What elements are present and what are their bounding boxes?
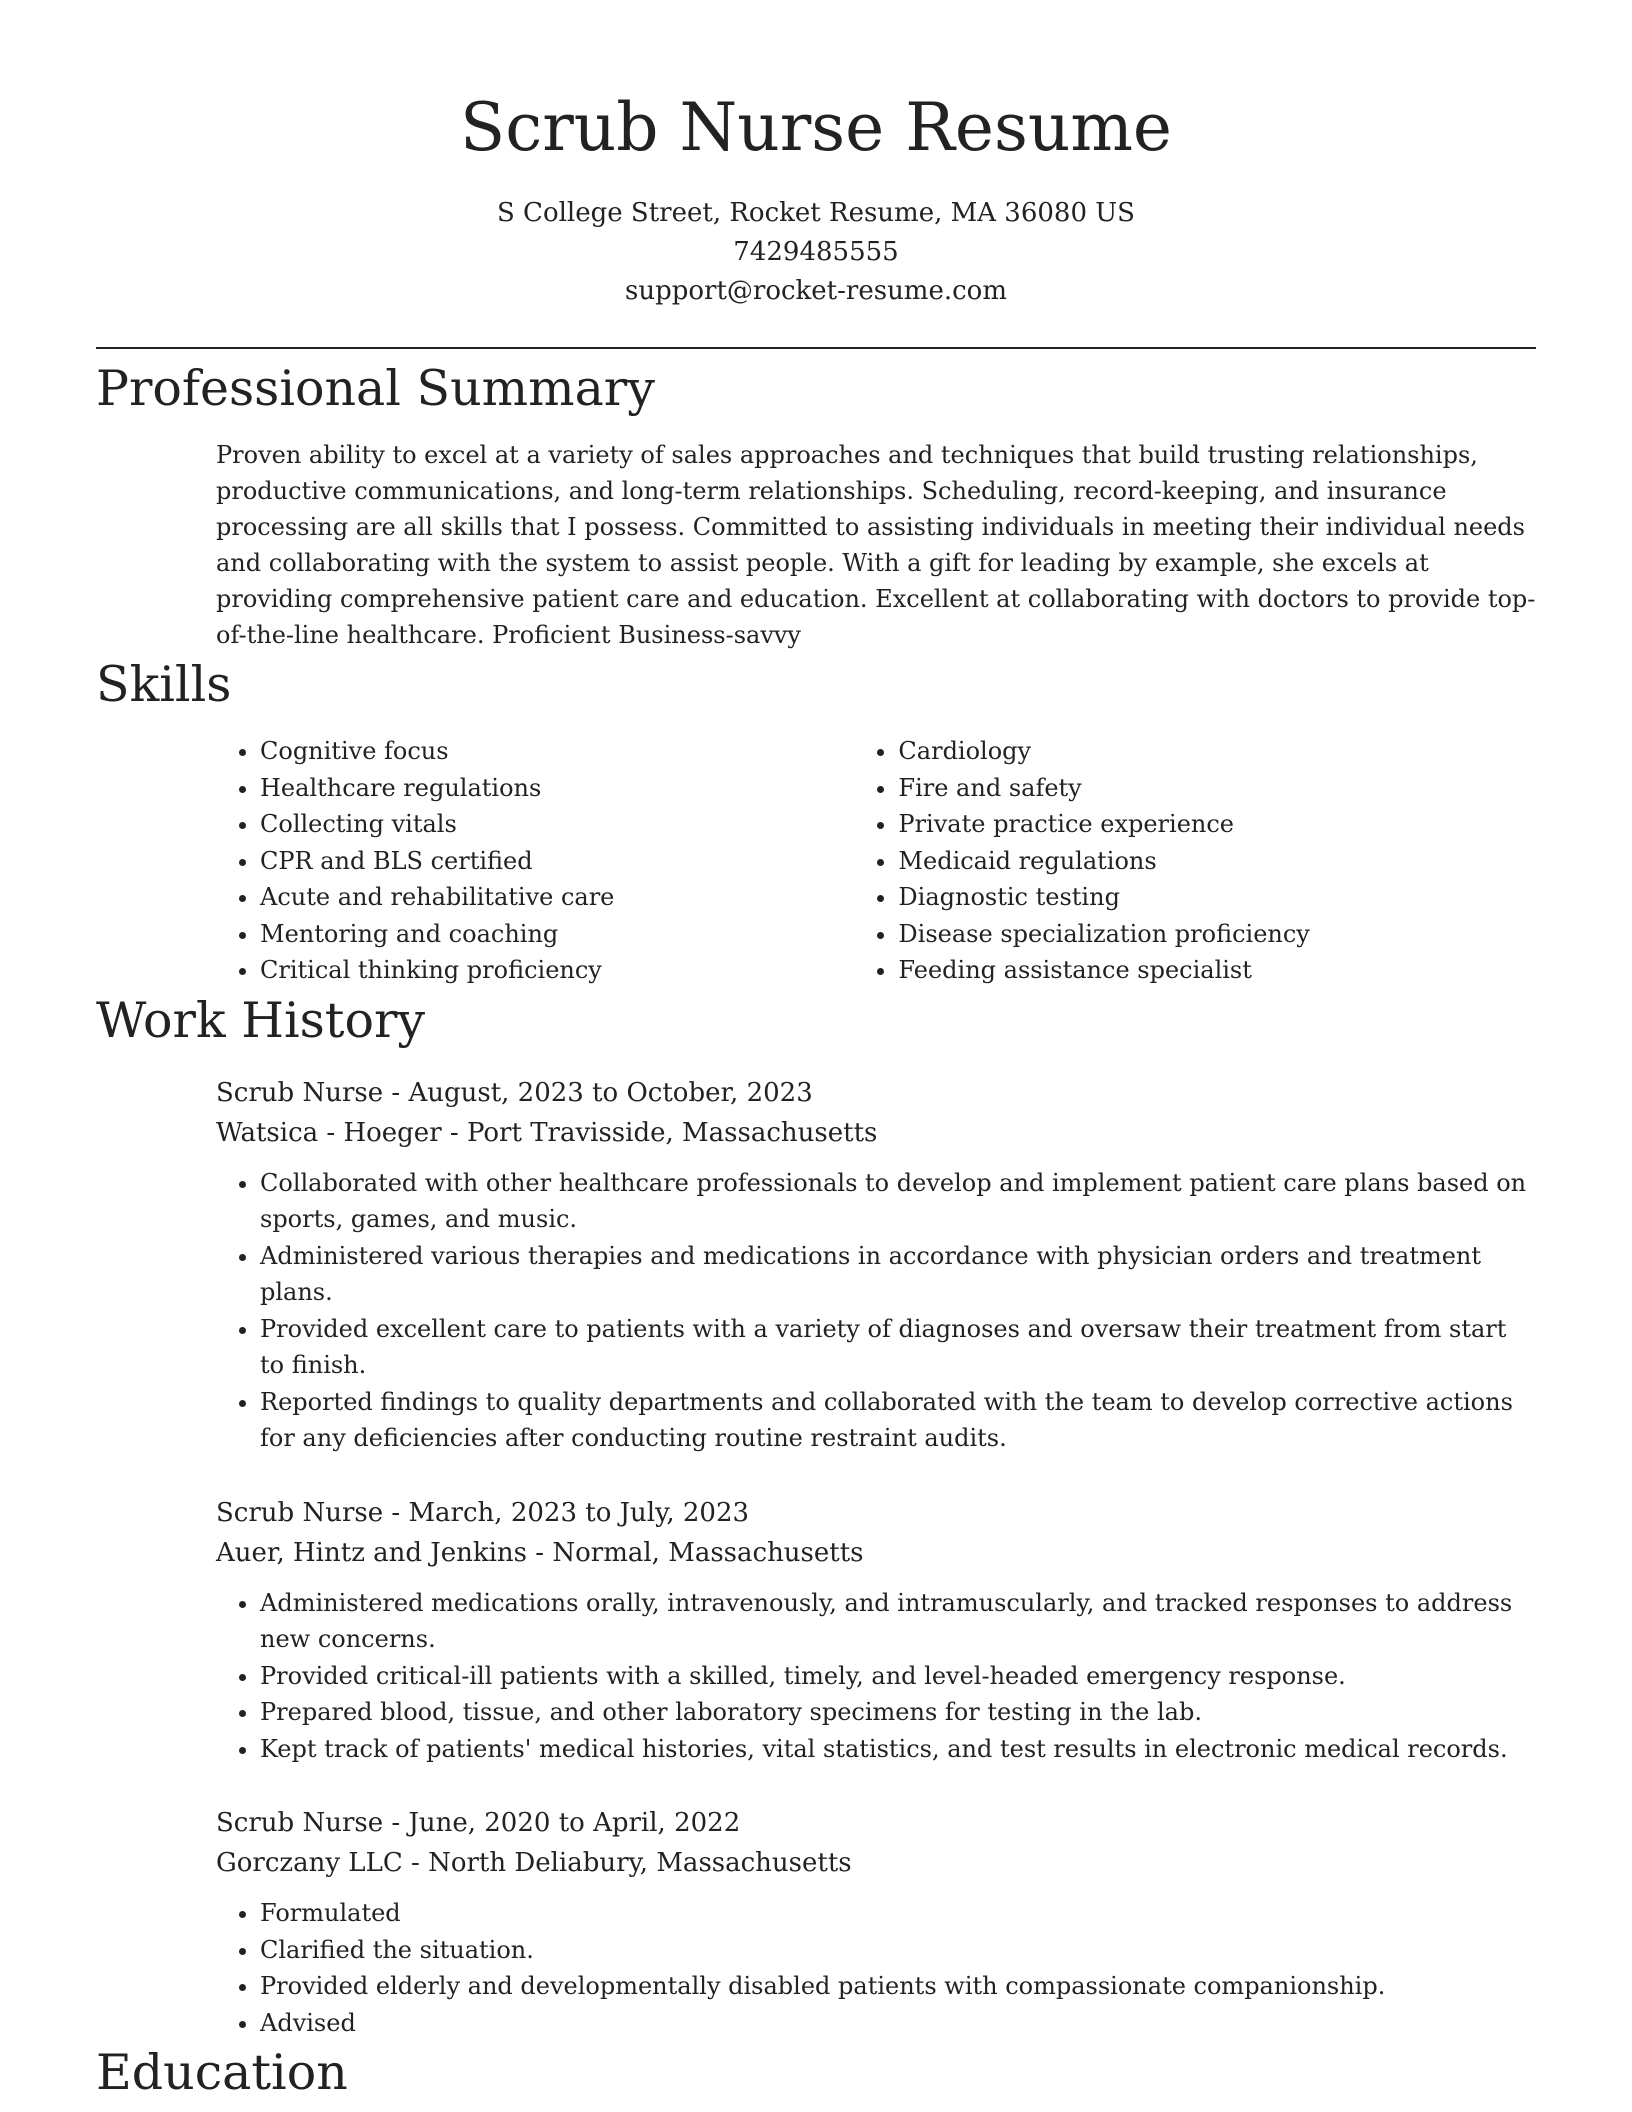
- job-bullet: • Reported findings to quality departments and collaborated with the team to develop corrective actions for any deficiencies after conducting routine restraint audits.: [260, 1384, 1536, 1457]
- job-dates: August, 2023 to October, 2023: [408, 1077, 813, 1108]
- job-title-line: [216, 1803, 1536, 1843]
- job-company-line: [216, 1843, 1536, 1883]
- job-bullet: • Administered various therapies and medications in accordance with physician orders and treatment plans.: [260, 1238, 1536, 1311]
- summary-heading: Professional Summary: [96, 360, 655, 417]
- job-bullet: • Provided elderly and developmentally disabled patients with compassionate companionship.: [260, 1968, 1536, 2005]
- job-company: Gorczany LLC: [216, 1848, 403, 1878]
- skill-item: • Acute and rehabilitative care: [260, 879, 854, 916]
- skills-column-left: [216, 733, 854, 989]
- skill-item: • Critical thinking proficiency: [260, 952, 854, 989]
- skills-column-right: [854, 733, 1536, 989]
- job-bullet: • Kept track of patients' medical histories, vital statistics, and test results in electronic medical records.: [260, 1731, 1536, 1768]
- work-history-heading: Work History: [96, 991, 426, 1049]
- separator: -: [441, 1117, 467, 1148]
- resume-title: Scrub Nurse Resume: [460, 89, 1172, 166]
- job-company-line: [216, 1533, 1536, 1573]
- skill-item: • CPR and BLS certified: [260, 843, 854, 880]
- summary-text: Proven ability to excel at a variety of sales approaches and techniques that build trusting relationships, productive communications, and long-term relationships. Scheduling, record-keeping, and insurance processing are all skills that I possess. Committed to assisting individuals in meeting their individual needs and collaborating with the system to assist people. With a gift for leading by example, she excels at providing comprehensive patient care and education. Excellent at collaborating with doctors to provide top-of-the-line healthcare. Proficient Business-savvy: [216, 441, 1536, 649]
- skill-item: • Healthcare regulations: [260, 770, 854, 807]
- job-title-line: [216, 1493, 1536, 1533]
- separator: -: [527, 1537, 553, 1568]
- header-divider: [96, 347, 1536, 349]
- job-bullet: • Provided excellent care to patients with a variety of diagnoses and oversaw their treatment from start to finish.: [260, 1311, 1536, 1384]
- skill-item: • Collecting vitals: [260, 806, 854, 843]
- skill-item: • Private practice experience: [898, 806, 1536, 843]
- email: support@rocket-resume.com: [624, 276, 1007, 306]
- job-entry: [216, 1803, 1536, 2041]
- phone: 7429485555: [733, 237, 899, 267]
- skill-item: • Cognitive focus: [260, 733, 854, 770]
- job-entry: [216, 1493, 1536, 1768]
- address: S College Street, Rocket Resume, MA 36080 US: [496, 198, 1135, 228]
- job-bullet: • Formulated: [260, 1895, 1536, 1932]
- separator: -: [383, 1808, 409, 1838]
- skill-item: • Fire and safety: [898, 770, 1536, 807]
- job-dates: March, 2023 to July, 2023: [408, 1497, 750, 1528]
- job-bullet: • Prepared blood, tissue, and other laboratory specimens for testing in the lab.: [260, 1694, 1536, 1731]
- skill-item: • Disease specialization proficiency: [898, 916, 1536, 953]
- job-company: Watsica - Hoeger: [216, 1117, 442, 1148]
- job-dates: June, 2020 to April, 2022: [408, 1808, 741, 1838]
- skill-item: • Diagnostic testing: [898, 879, 1536, 916]
- job-bullet: • Clarified the situation.: [260, 1932, 1536, 1969]
- resume-page: [96, 0, 1536, 2105]
- job-title: Scrub Nurse: [216, 1077, 384, 1108]
- job-bullet: • Provided critical-ill patients with a skilled, timely, and level-headed emergency response.: [260, 1658, 1536, 1695]
- job-company-line: [216, 1113, 1536, 1153]
- job-company: Auer, Hintz and Jenkins: [216, 1537, 528, 1568]
- job-bullets: [216, 1165, 1536, 1457]
- education-heading: Education: [96, 2044, 348, 2101]
- skill-item: • Cardiology: [898, 733, 1536, 770]
- job-title-line: [216, 1073, 1536, 1113]
- skill-item: • Mentoring and coaching: [260, 916, 854, 953]
- job-title: Scrub Nurse: [216, 1808, 384, 1838]
- contact-info: [96, 194, 1536, 311]
- separator: -: [383, 1077, 409, 1108]
- job-location: Normal, Massachusetts: [552, 1537, 864, 1568]
- job-entry: [216, 1073, 1536, 1457]
- job-bullets: [216, 1895, 1536, 2041]
- skills-list: [216, 733, 1536, 989]
- job-title: Scrub Nurse: [216, 1497, 384, 1528]
- separator: -: [402, 1848, 429, 1878]
- job-location: North Deliabury, Massachusetts: [428, 1848, 852, 1878]
- job-bullets: [216, 1585, 1536, 1768]
- job-bullet: • Collaborated with other healthcare professionals to develop and implement patient care plans based on sports, games, and music.: [260, 1165, 1536, 1238]
- skill-item: • Medicaid regulations: [898, 843, 1536, 880]
- job-bullet: • Administered medications orally, intravenously, and intramuscularly, and tracked responses to address new concerns.: [260, 1585, 1536, 1658]
- job-bullet: • Advised: [260, 2005, 1536, 2042]
- job-location: Port Travisside, Massachusetts: [466, 1117, 878, 1148]
- separator: -: [383, 1497, 409, 1528]
- resume-header: [96, 0, 1536, 311]
- skills-heading: Skills: [96, 656, 232, 713]
- skill-item: • Feeding assistance specialist: [898, 952, 1536, 989]
